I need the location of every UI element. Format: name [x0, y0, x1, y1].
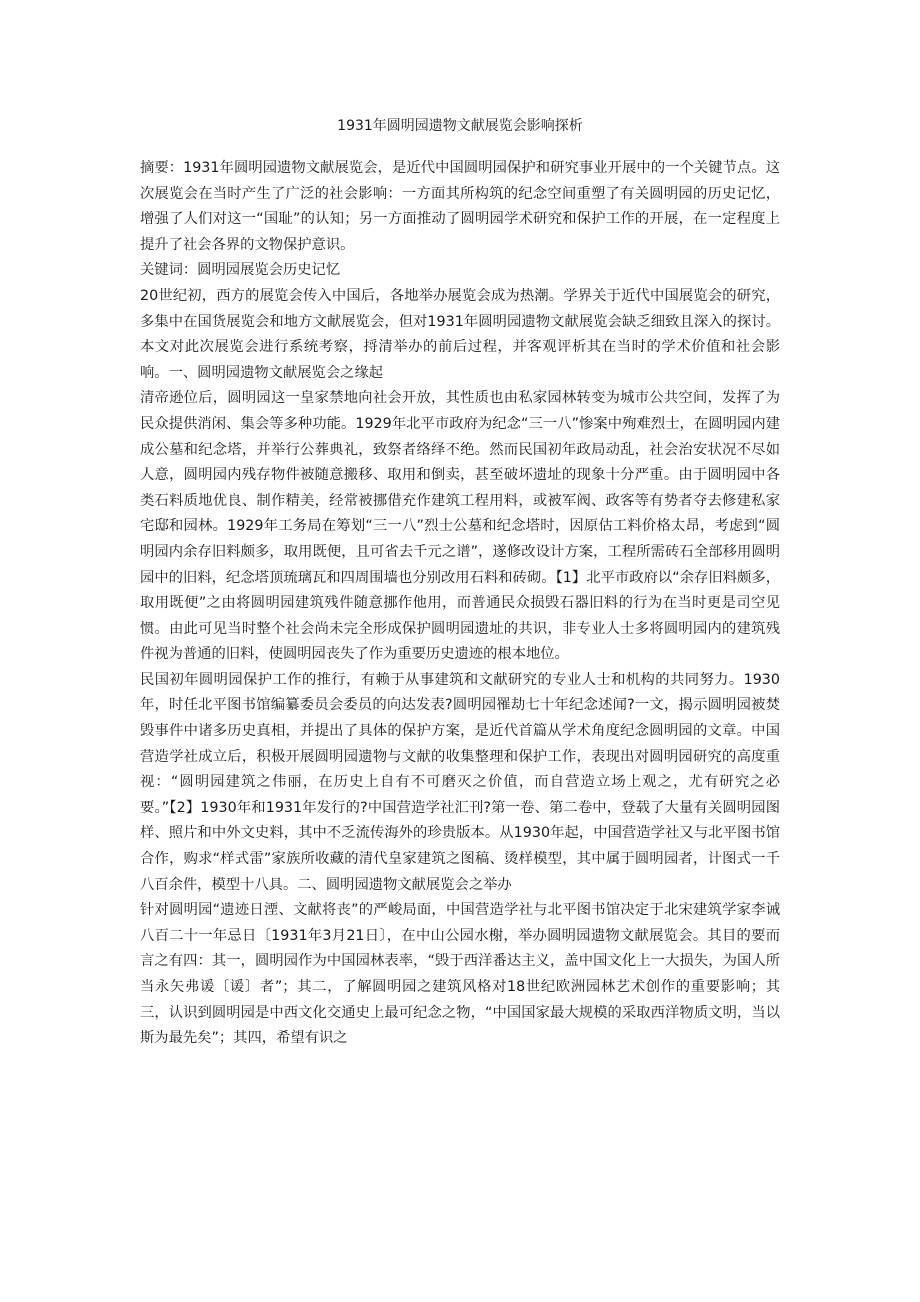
abstract-paragraph: 摘要：1931年圆明园遗物文献展览会，是近代中国圆明园保护和研究事业开展中的一个关键节点。这次展览会在当时产生了广泛的社会影响：一方面其所构筑的纪念空间重塑了有关圆明园的历史记忆，增强了人们对这一“国耻”的认知；另一方面推动了圆明园学术研究和保护工作的开展，在一定程度上提升了社会各界的文物保护意识。: [140, 160, 780, 253]
body-paragraph-1: 20世纪初，西方的展览会传入中国后，各地举办展览会成为热潮。学界关于近代中国展览会的研究，多集中在国货展览会和地方文献展览会，但对1931年圆明园遗物文献展览会缺乏细致且深入的探讨。本文对此次展览会进行系统考察，捋清举办的前后过程，并客观评析其在当时的学术价值和社会影响。一、圆明园遗物文献展览会之缘起: [140, 287, 780, 381]
document-page: [140, 112, 780, 1052]
document-title: 1931年圆明园遗物文献展览会影响探析: [337, 118, 583, 134]
body-paragraph-4: 针对圆明园“遗迹日湮、文献将丧”的严峻局面，中国营造学社与北平图书馆决定于北宋建筑学家李诫八百二十一年忌日〔1931年3月21日〕，在中山公园水榭，举办圆明园遗物文献展览会。其目的要而言之有四：其一，圆明园作为中国园林表率，“毁于西洋番达主义，盖中国文化上一大损失，为国人所当永矢弗谖〔谖〕者”；其二，了解圆明园之建筑风格对18世纪欧洲园林艺术创作的重要影响；其三，认识到圆明园是中西文化交通史上最可纪念之物，“中国国家最大规模的采取西洋物质文明，当以斯为最先矣”；其四，希望有识之: [140, 902, 780, 1047]
body-paragraph-3: 民国初年圆明园保护工作的推行，有赖于从事建筑和文献研究的专业人士和机构的共同努力。1930年，时任北平图书馆编纂委员会委员的向达发表?圆明园罹劫七十年纪念述闻?一文，揭示圆明园被焚毁事件中诸多历史真相，并提出了具体的保护方案，是近代首篇从学术角度纪念圆明园的文章。中国营造学社成立后，积极开展圆明园遗物与文献的收集整理和保护工作，表现出对圆明园研究的高度重视：“圆明园建筑之伟丽，在历史上自有不可磨灭之价值，而自营造立场上观之，尤有研究之必要。”【2】1930年和1931年发行的?中国营造学社汇刊?第一卷、第二卷中，登载了大量有关圆明园图样、照片和中外文史料，其中不乏流传海外的珍贵版本。从1930年起，中国营造学社又与北平图书馆合作，购求“样式雷”家族所收藏的清代皇家建筑之图稿、烫样模型，其中属于圆明园者，计图式一千八百余件，模型十八具。二、圆明园遗物文献展览会之举办: [140, 671, 781, 893]
keywords-line: 关键词：圆明园展览会历史记忆: [140, 262, 341, 279]
body-paragraph-2: 清帝逊位后，圆明园这一皇家禁地向社会开放，其性质也由私家园林转变为城市公共空间，发挥了为民众提供消闲、集会等多种功能。1929年北平市政府为纪念“三一八”惨案中殉难烈士，在圆明园内建成公墓和纪念塔，并举行公葬典礼，致祭者络绎不绝。然而民国初年政局动乱，社会治安状况不尽如人意，圆明园内残存物件被随意搬移、取用和倒卖，甚至破坏遗址的现象十分严重。由于圆明园中各类石料质地优良、制作精美，经常被挪借充作建筑工程用料，或被军阀、政客等有势者夺去修建私家宅邸和园林。1929年工务局在筹划“三一八”烈士公墓和纪念塔时，因原估工料价格太昂，考虑到“圆明园内余存旧料颇多，取用既便，且可省去千元之谱”，遂修改设计方案，工程所需砖石全部移用圆明园中的旧料，纪念塔顶琉璃瓦和四周围墙也分别改用石料和砖砌。【1】北平市政府以“余存旧料颇多，取用既便”之由将圆明园建筑残件随意挪作他用，而普通民众损毁石器旧料的行为在当时更是司空见惯。由此可见当时整个社会尚未完全形成保护圆明园遗址的共识，非专业人士多将圆明园内的建筑残件视为普通的旧料，使圆明园丧失了作为重要历史遗迹的根本地位。: [140, 390, 780, 663]
